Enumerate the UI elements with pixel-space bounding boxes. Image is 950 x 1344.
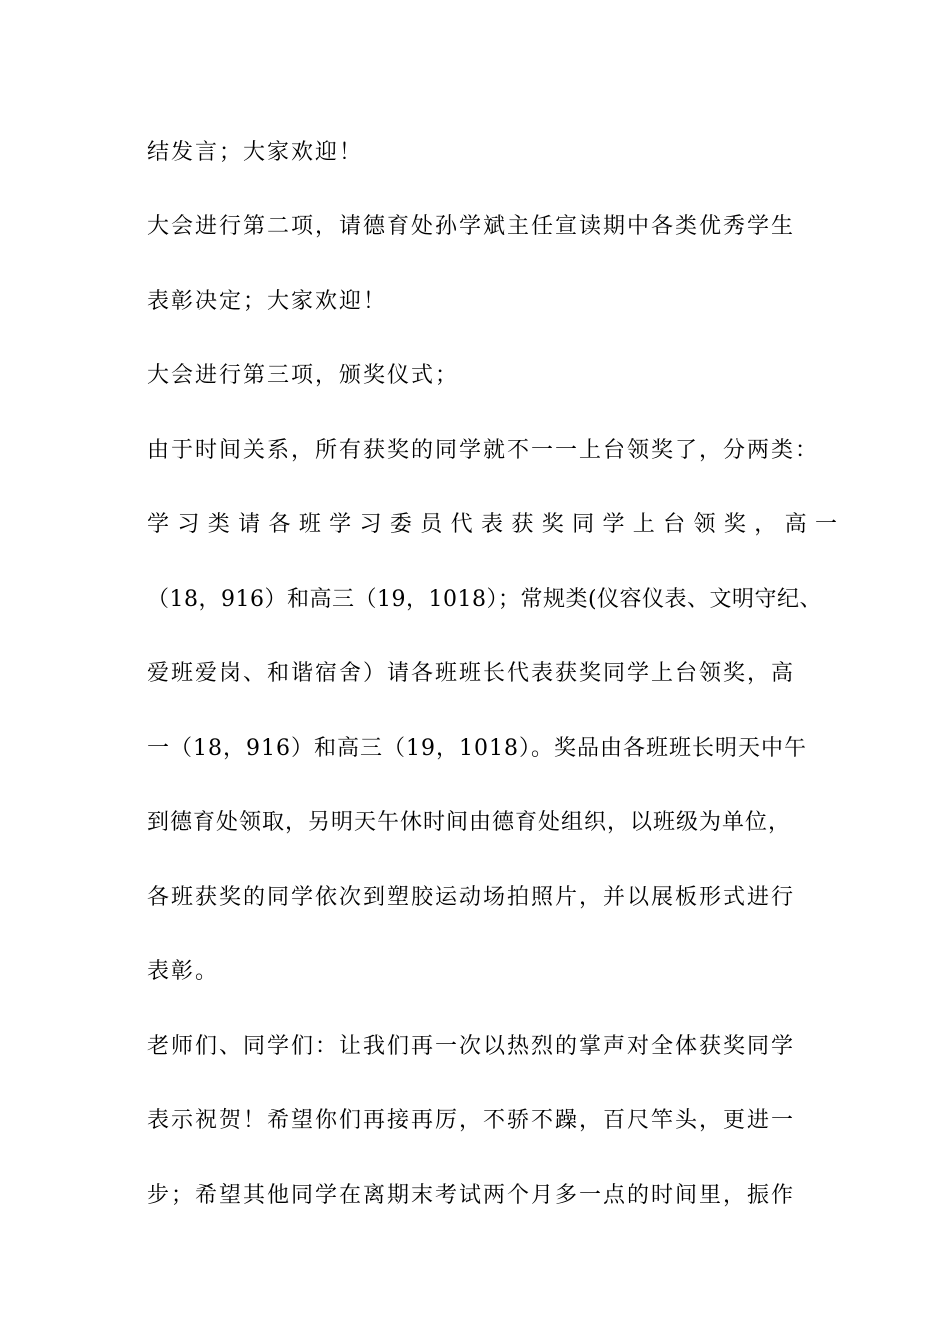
text-line-3: 表彰决定；大家欢迎！ — [147, 289, 388, 314]
text-line-4: 大会进行第三项，颁奖仪式； — [147, 363, 460, 388]
text-line-14: 表示祝贺！希望你们再接再厉，不骄不躁，百尺竿头，更进一 — [147, 1108, 796, 1133]
text-line-12: 表彰。 — [147, 959, 220, 984]
text-line-15: 步；希望其他同学在离期末考试两个月多一点的时间里，振作 — [147, 1183, 796, 1208]
text-line-13: 老师们、同学们：让我们再一次以热烈的掌声对全体获奖同学 — [147, 1034, 796, 1059]
text-line-5: 由于时间关系，所有获奖的同学就不一一上台领奖了，分两类： — [147, 438, 820, 463]
text-line-8: 爱班爱岗、和谐宿舍）请各班班长代表获奖同学上台领奖，高 — [147, 661, 796, 686]
text-line-1: 结发言；大家欢迎！ — [147, 140, 364, 165]
text-line-6: 学习类请各班学习委员代表获奖同学上台领奖，高一 — [147, 512, 837, 537]
text-line-11: 各班获奖的同学依次到塑胶运动场拍照片，并以展板形式进行 — [147, 885, 796, 910]
text-line-9: 一（18，916）和高三（19，1018）。奖品由各班班长明天中午 — [147, 736, 807, 761]
text-line-7: （18，916）和高三（19，1018）；常规类(仪容仪表、文明守纪、 — [147, 587, 823, 612]
text-line-2: 大会进行第二项，请德育处孙学斌主任宣读期中各类优秀学生 — [147, 214, 796, 239]
text-line-10: 到德育处领取，另明天午休时间由德育处组织，以班级为单位， — [147, 810, 792, 835]
